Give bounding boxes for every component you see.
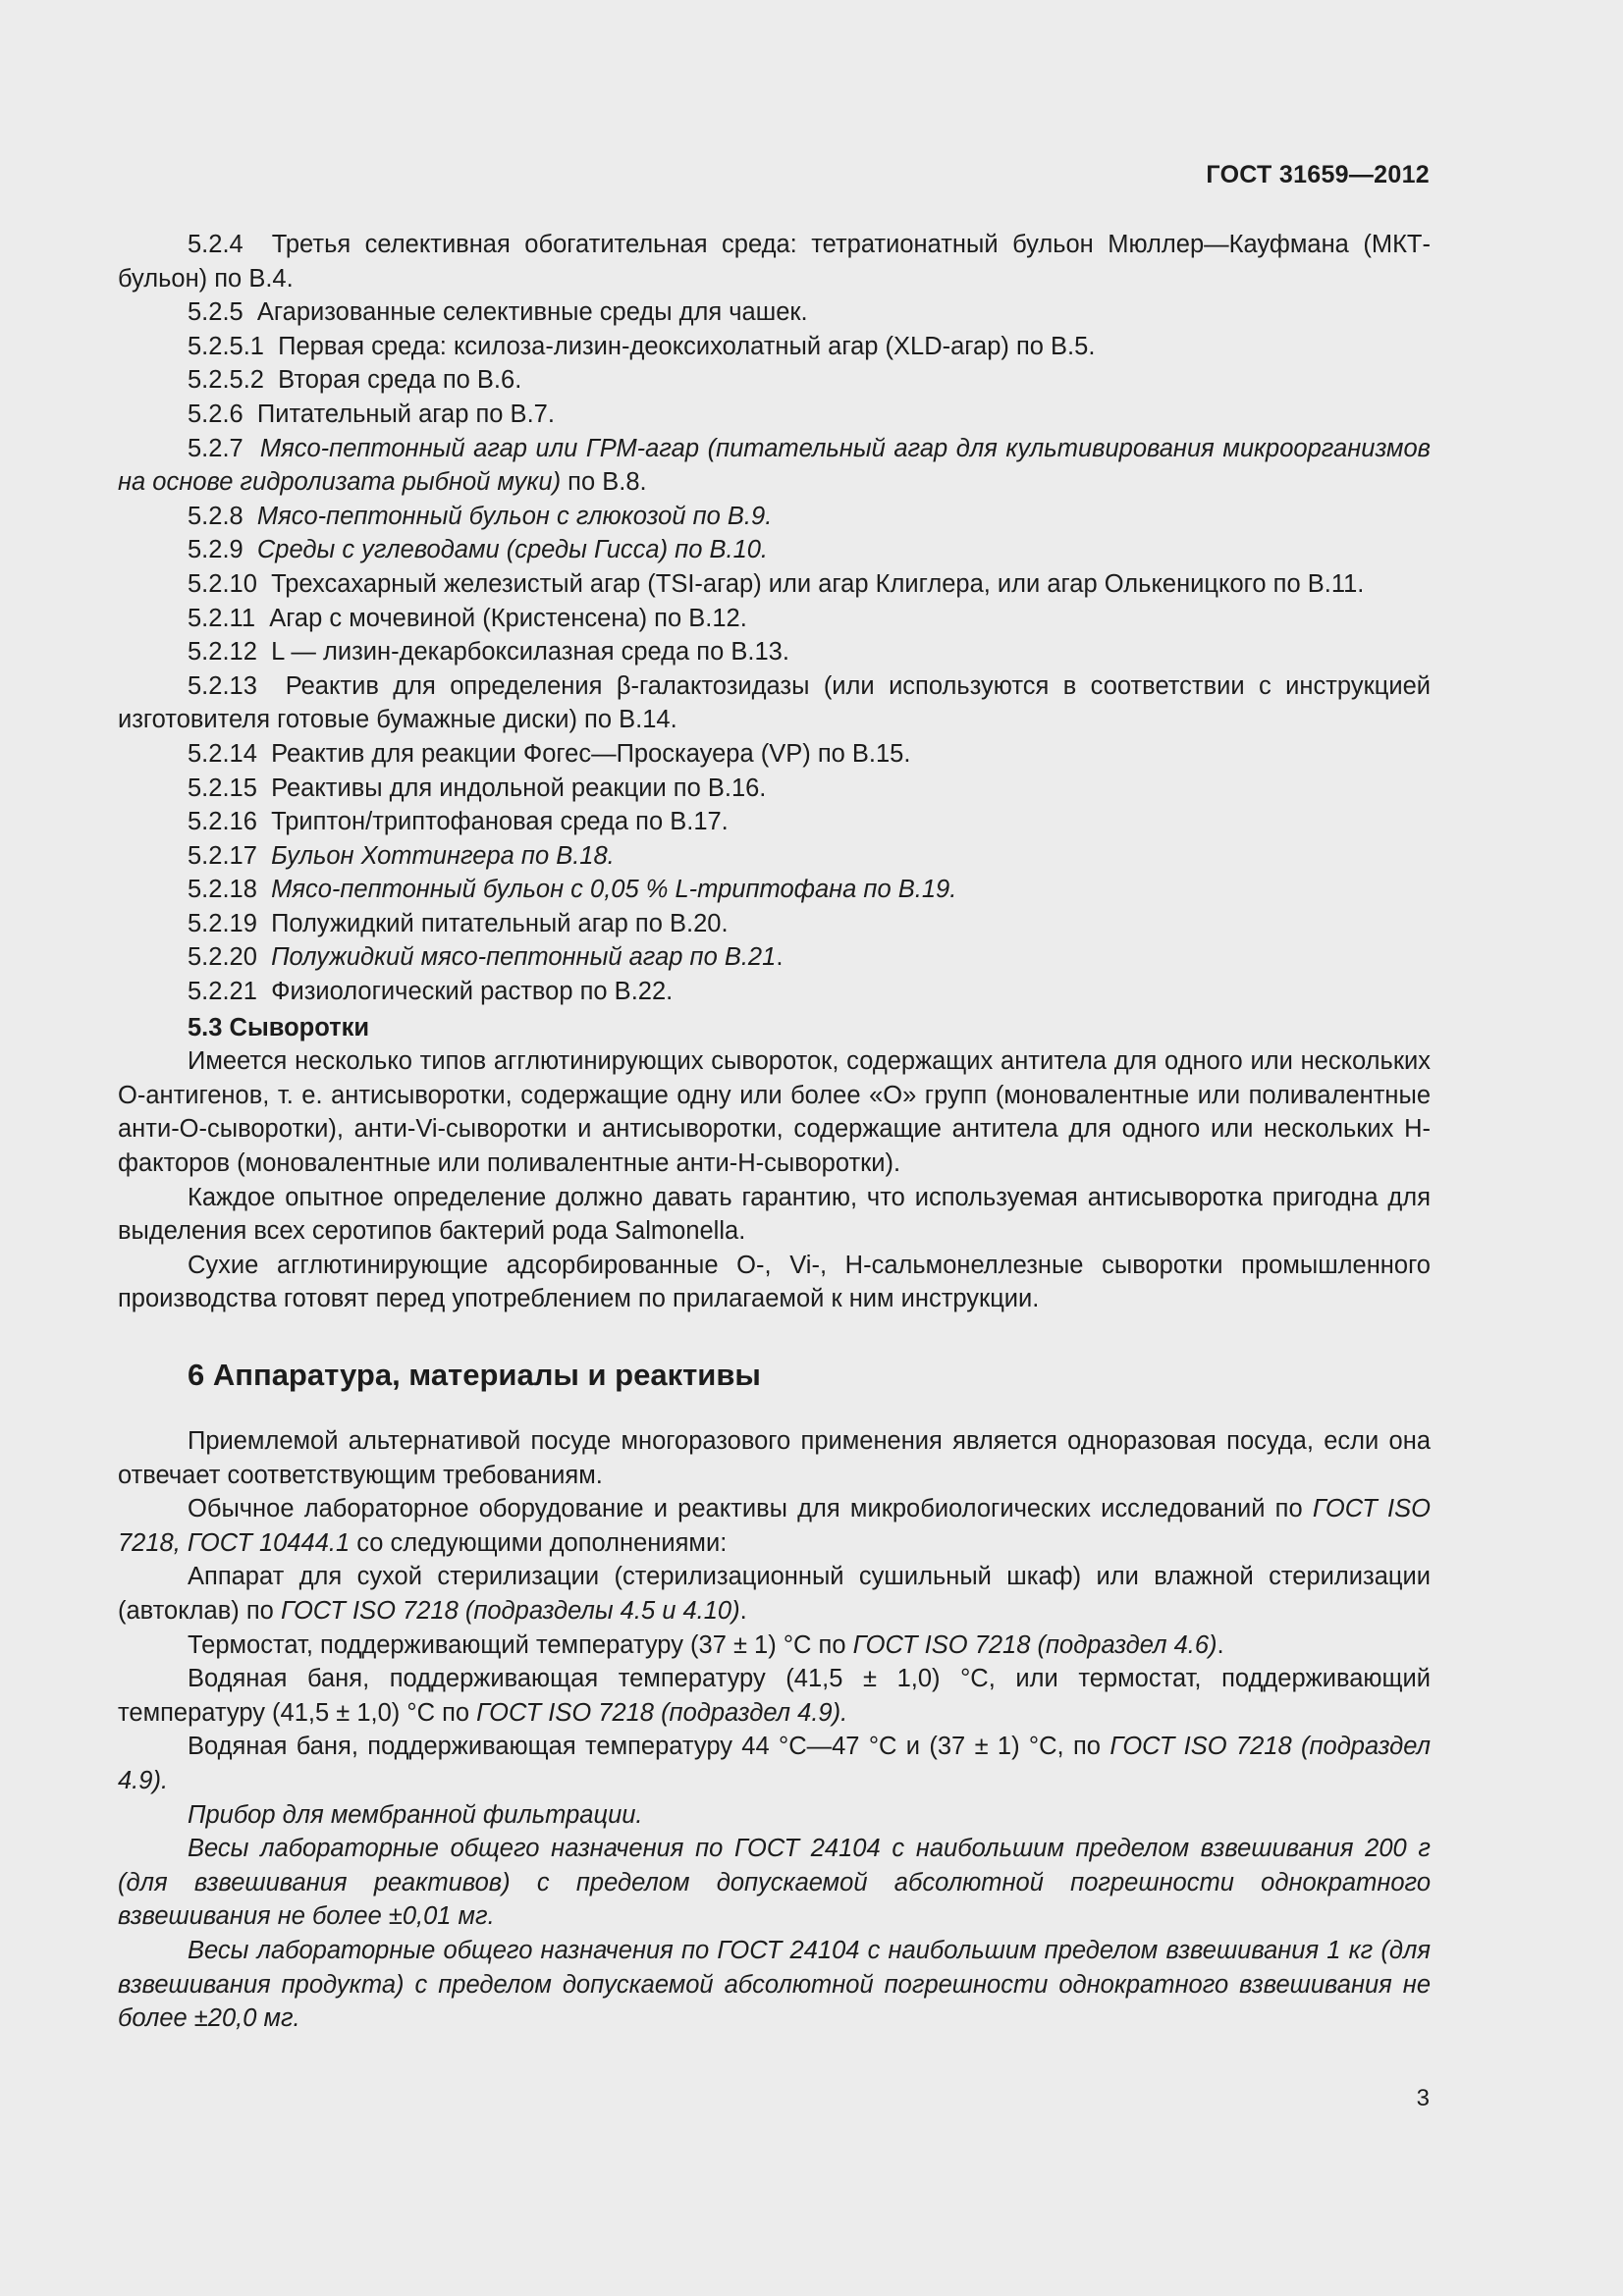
section-paragraph: Обычное лабораторное оборудование и реактивы для микробиологических исследований по ГОСТ ISO 7218, ГОСТ 10444.1 со следующими дополнениями:	[118, 1495, 1431, 1557]
section-paragraph: Водяная баня, поддерживающая температуру (41,5 ± 1,0) °С, или термостат, поддерживающий температуру (41,5 ± 1,0) °С по ГОСТ ISO 7218 (подраздел 4.9).	[118, 1665, 1431, 1727]
clause-5-2-10: 5.2.10 Трехсахарный железистый агар (TSI-агар) или агар Клиглера, или агар Олькеницкого по В.11.	[188, 569, 1365, 598]
clause-5-2-14: 5.2.14 Реактив для реакции Фогес—Проскауера (VP) по В.15.	[188, 739, 911, 768]
clause-5-2-5: 5.2.5 Агаризованные селективные среды для чашек.	[188, 298, 808, 327]
section-paragraph: Аппарат для сухой стерилизации (стерилизационный сушильный шкаф) или влажной стерилизации (автоклав) по ГОСТ ISO 7218 (подразделы 4.5 и 4.10).	[118, 1563, 1431, 1625]
clause-5-2-5-2: 5.2.5.2 Вторая среда по В.6.	[188, 366, 522, 395]
clause-5-2-17: 5.2.17 Бульон Хоттингера по В.18.	[188, 841, 615, 870]
clause-5-2-11: 5.2.11 Агар с мочевиной (Кристенсена) по В.12.	[188, 604, 747, 632]
clause-5-2-8: 5.2.8 Мясо-пептонный бульон с глюкозой по В.9.	[188, 502, 773, 530]
clause-5-2-20: 5.2.20 Полужидкий мясо-пептонный агар по В.21.	[188, 943, 784, 972]
clause-5-2-6: 5.2.6 Питательный агар по В.7.	[188, 400, 555, 428]
clause-5-2-13: 5.2.13 Реактив для определения β-галактозидазы (или используются в соответствии с инструкцией изготовителя готовые бумажные диски) по В.14.	[118, 671, 1431, 734]
clause-5-2-5-1: 5.2.5.1 Первая среда: ксилоза-лизин-деоксихолатный агар (XLD-агар) по В.5.	[188, 332, 1096, 360]
clause-5-2-15: 5.2.15 Реактивы для индольной реакции по В.16.	[188, 774, 767, 802]
section-paragraph: Термостат, поддерживающий температуру (37 ± 1) °С по ГОСТ ISO 7218 (подраздел 4.6).	[188, 1630, 1224, 1659]
section-paragraph: Приемлемой альтернативой посуде многоразового применения является одноразовая посуда, если она отвечает соответствующим требованиям.	[118, 1427, 1431, 1489]
clause-5-2-18: 5.2.18 Мясо-пептонный бульон с 0,05 % L-триптофана по В.19.	[188, 876, 957, 904]
section-heading: 6 Аппаратура, материалы и реактивы	[188, 1358, 761, 1392]
document-body	[118, 228, 1431, 2036]
section-paragraph: Весы лабораторные общего назначения по ГОСТ 24104 с наибольшим пределом взвешивания 1 кг (для взвешивания продукта) с пределом допускаемой абсолютной погрешности однократного взвешивания не более ±20,0 мг.	[118, 1936, 1431, 2033]
subsection-paragraph: Каждое опытное определение должно давать гарантию, что используемая антисыворотка пригодна для выделения всех серотипов бактерий рода Salmonella.	[118, 1183, 1431, 1246]
page-number: 3	[1416, 2085, 1430, 2111]
section-paragraph: Водяная баня, поддерживающая температуру 44 °С—47 °С и (37 ± 1) °С, по ГОСТ ISO 7218 (подраздел 4.9).	[118, 1733, 1431, 1794]
section-paragraph: Весы лабораторные общего назначения по ГОСТ 24104 с наибольшим пределом взвешивания 200 г (для взвешивания реактивов) с пределом допускаемой абсолютной погрешности однократного взвешивания не более ±0,01 мг.	[118, 1835, 1431, 1931]
clause-5-2-12: 5.2.12 L — лизин-декарбоксилазная среда по В.13.	[188, 638, 789, 667]
clause-5-2-7: 5.2.7 Мясо-пептонный агар или ГРМ-агар (питательный агар для культивирования микроорганизмов на основе гидролизата рыбной муки) по В.8.	[118, 434, 1431, 497]
clause-5-2-19: 5.2.19 Полужидкий питательный агар по В.20.	[188, 909, 729, 937]
clause-5-2-16: 5.2.16 Триптон/триптофановая среда по В.17.	[188, 808, 729, 836]
subsection-title: 5.3 Сыворотки	[188, 1013, 370, 1041]
clause-5-2-9: 5.2.9 Среды с углеводами (среды Гисса) по В.10.	[188, 536, 769, 564]
clause-5-2-21: 5.2.21 Физиологический раствор по В.22.	[188, 978, 674, 1006]
subsection-paragraph: Сухие агглютинирующие адсорбированные О-, Vi-, Н-сальмонеллезные сыворотки промышленного производства готовят перед употреблением по прилагаемой к ним инструкции.	[118, 1251, 1431, 1313]
subsection-paragraph: Имеется несколько типов агглютинирующих сывороток, содержащих антитела для одного или нескольких О-антигенов, т. е. антисыворотки, содержащие одну или более «О» групп (моновалентные или поливалентные анти-О-сыворотки), анти-Vi-сыворотки и антисыворотки, содержащие антитела для одного или нескольких Н-факторов (моновалентные или поливалентные анти-Н-сыворотки).	[118, 1047, 1431, 1178]
document-header: ГОСТ 31659—2012	[1206, 161, 1430, 188]
section-paragraph: Прибор для мембранной фильтрации.	[188, 1800, 643, 1829]
clause-5-2-4: 5.2.4 Третья селективная обогатительная среда: тетратионатный бульон Мюллер—Кауфмана (МКТ-бульон) по В.4.	[118, 231, 1432, 293]
